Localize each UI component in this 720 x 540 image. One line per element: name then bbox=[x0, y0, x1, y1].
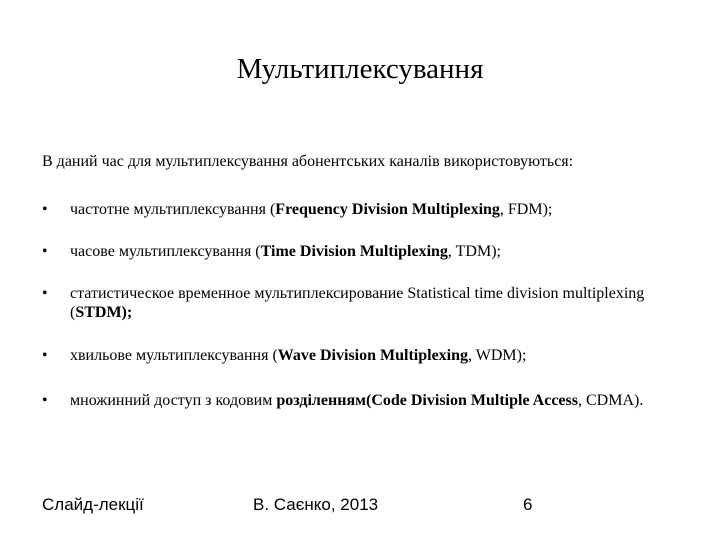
footer-left-text: Слайд-лекції bbox=[42, 495, 144, 514]
intro-text: В даний час для мультиплексування абонентських каналів використовуються: bbox=[42, 153, 574, 170]
bullet-text-regular: часове мультиплексування ( bbox=[70, 243, 261, 260]
bullet-icon: • bbox=[42, 201, 48, 218]
bullet-text bbox=[70, 284, 670, 322]
bullet-text-bold: STDM); bbox=[75, 304, 133, 321]
bullet-text-regular: , CDMA). bbox=[577, 392, 644, 409]
bullet-text bbox=[70, 346, 670, 365]
bullet-text-regular: статистическое временное мультиплексирование Statistical time division multiplexing ( bbox=[70, 285, 645, 321]
bullet-icon: • bbox=[42, 392, 48, 409]
bullet-text bbox=[70, 242, 670, 261]
slide-title: Мультиплексування bbox=[236, 53, 484, 85]
bullet-text-bold: Time Division Multiplexing bbox=[260, 243, 448, 260]
bullet-text bbox=[70, 391, 670, 410]
bullet-text-regular: , TDM); bbox=[447, 243, 501, 260]
footer-author-year: В. Саєнко, 2013 bbox=[253, 495, 379, 514]
bullet-icon: • bbox=[42, 285, 48, 302]
bullet-text-regular: множинний доступ з кодовим bbox=[70, 392, 277, 409]
slide-number: 6 bbox=[523, 495, 533, 514]
bullet-text-bold: розділенням(Code Division Multiple Access bbox=[276, 392, 578, 409]
bullet-icon: • bbox=[42, 347, 48, 364]
bullet-text-regular: хвильове мультиплексування ( bbox=[70, 347, 278, 364]
bullet-text-bold: Frequency Division Multiplexing bbox=[275, 201, 500, 218]
bullet-text-regular: , WDM); bbox=[468, 347, 527, 364]
bullet-text-regular: , FDM); bbox=[499, 201, 553, 218]
bullet-text-regular: частотне мультиплексування ( bbox=[70, 201, 276, 218]
bullet-icon: • bbox=[42, 243, 48, 260]
bullet-text bbox=[70, 200, 670, 219]
bullet-text-bold: Wave Division Multiplexing bbox=[277, 347, 469, 364]
